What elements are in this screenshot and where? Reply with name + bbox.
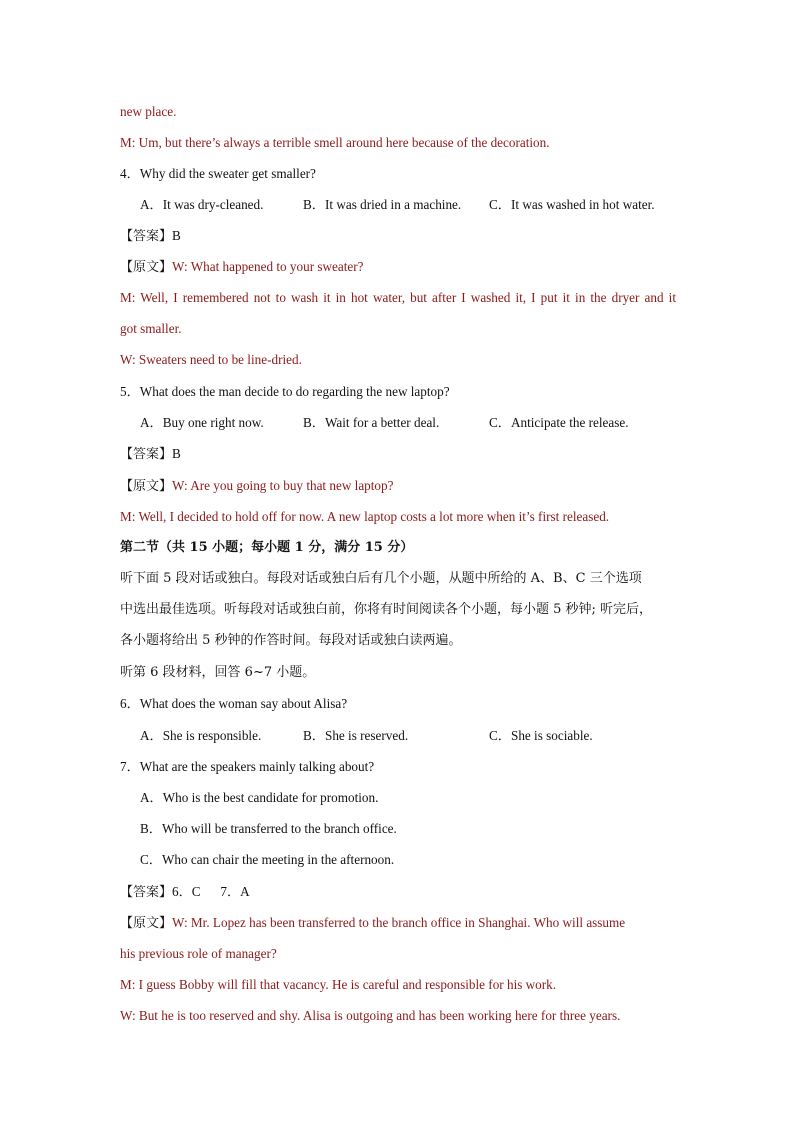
answer-value: B: [172, 446, 181, 461]
option-a: A．Who is the best candidate for promotion.: [140, 790, 379, 805]
answer-5: [120, 445, 676, 464]
instruction-line: 听第 6 段材料，回答 6~7 小题。: [120, 665, 316, 680]
answer-6-7: [120, 883, 676, 902]
option-c: C．She is sociable.: [489, 728, 593, 743]
transcript-tag: 【原文】: [120, 260, 173, 275]
question-6: 6．What does the woman say about Alisa?: [120, 696, 348, 711]
question-5: 5．What does the man decide to do regarding the new laptop?: [120, 384, 450, 399]
answer-value: 6．C 7．A: [172, 884, 250, 899]
question-4: 4．Why did the sweater get smaller?: [120, 166, 316, 181]
instruction-line: 各小题将给出 5 秒钟的作答时间。每段对话或独白读两遍。: [120, 633, 462, 648]
answer-tag: 【答案】: [120, 447, 173, 462]
instruction-line: 中选出最佳选项。听每段对话或独白前，你将有时间阅读各个小题，每小题 5 秒钟; 听完后，: [120, 602, 653, 617]
dialogue-line: new place.: [120, 104, 177, 119]
option-b: B．She is reserved.: [303, 728, 409, 743]
answer-tag: 【答案】: [120, 229, 173, 244]
dialogue-line: his previous role of manager?: [120, 946, 277, 961]
dialogue-line: W: But he is too reserved and shy. Alisa is outgoing and has been working here for three years.: [120, 1008, 621, 1023]
transcript-tag: 【原文】: [120, 479, 173, 494]
transcript-6-7: [120, 914, 676, 933]
dialogue-line: W: Sweaters need to be line-dried.: [120, 352, 302, 367]
option-c: C．Who can chair the meeting in the afternoon.: [140, 852, 395, 867]
option-c: C．It was washed in hot water.: [489, 197, 655, 212]
option-b: B．Wait for a better deal.: [303, 415, 440, 430]
dialogue-line: W: Are you going to buy that new laptop?: [172, 478, 394, 493]
option-a: A．It was dry-cleaned.: [140, 197, 264, 212]
answer-value: B: [172, 228, 181, 243]
dialogue-line: M: Well, I remembered not to wash it in hot water, but after I washed it, I put it in the dryer and it: [120, 290, 676, 305]
option-b: B．It was dried in a machine.: [303, 197, 462, 212]
option-a: A．She is responsible.: [140, 728, 262, 743]
dialogue-line: got smaller.: [120, 321, 182, 336]
option-c: C．Anticipate the release.: [489, 415, 629, 430]
dialogue-line: M: Well, I decided to hold off for now. A new laptop costs a lot more when it’s first released.: [120, 509, 610, 524]
dialogue-line: M: Um, but there’s always a terrible smell around here because of the decoration.: [120, 135, 550, 150]
dialogue-line: M: I guess Bobby will fill that vacancy. He is careful and responsible for his work.: [120, 977, 557, 992]
dialogue-line: W: What happened to your sweater?: [172, 259, 364, 274]
transcript-4: [120, 258, 676, 277]
instruction-line: 听下面 5 段对话或独白。每段对话或独白后有几个小题，从题中所给的 A、B、C 三个选项: [120, 571, 642, 586]
answer-4: [120, 227, 676, 246]
option-a: A．Buy one right now.: [140, 415, 264, 430]
transcript-tag: 【原文】: [120, 916, 173, 931]
question-7: 7．What are the speakers mainly talking about?: [120, 759, 375, 774]
dialogue-line: W: Mr. Lopez has been transferred to the branch office in Shanghai. Who will assume: [172, 915, 626, 930]
option-b: B．Who will be transferred to the branch office.: [140, 821, 397, 836]
section-heading: 第二节（共 15 小题；每小题 1 分，满分 15 分）: [120, 540, 414, 555]
transcript-5: [120, 477, 676, 496]
answer-tag: 【答案】: [120, 885, 173, 900]
